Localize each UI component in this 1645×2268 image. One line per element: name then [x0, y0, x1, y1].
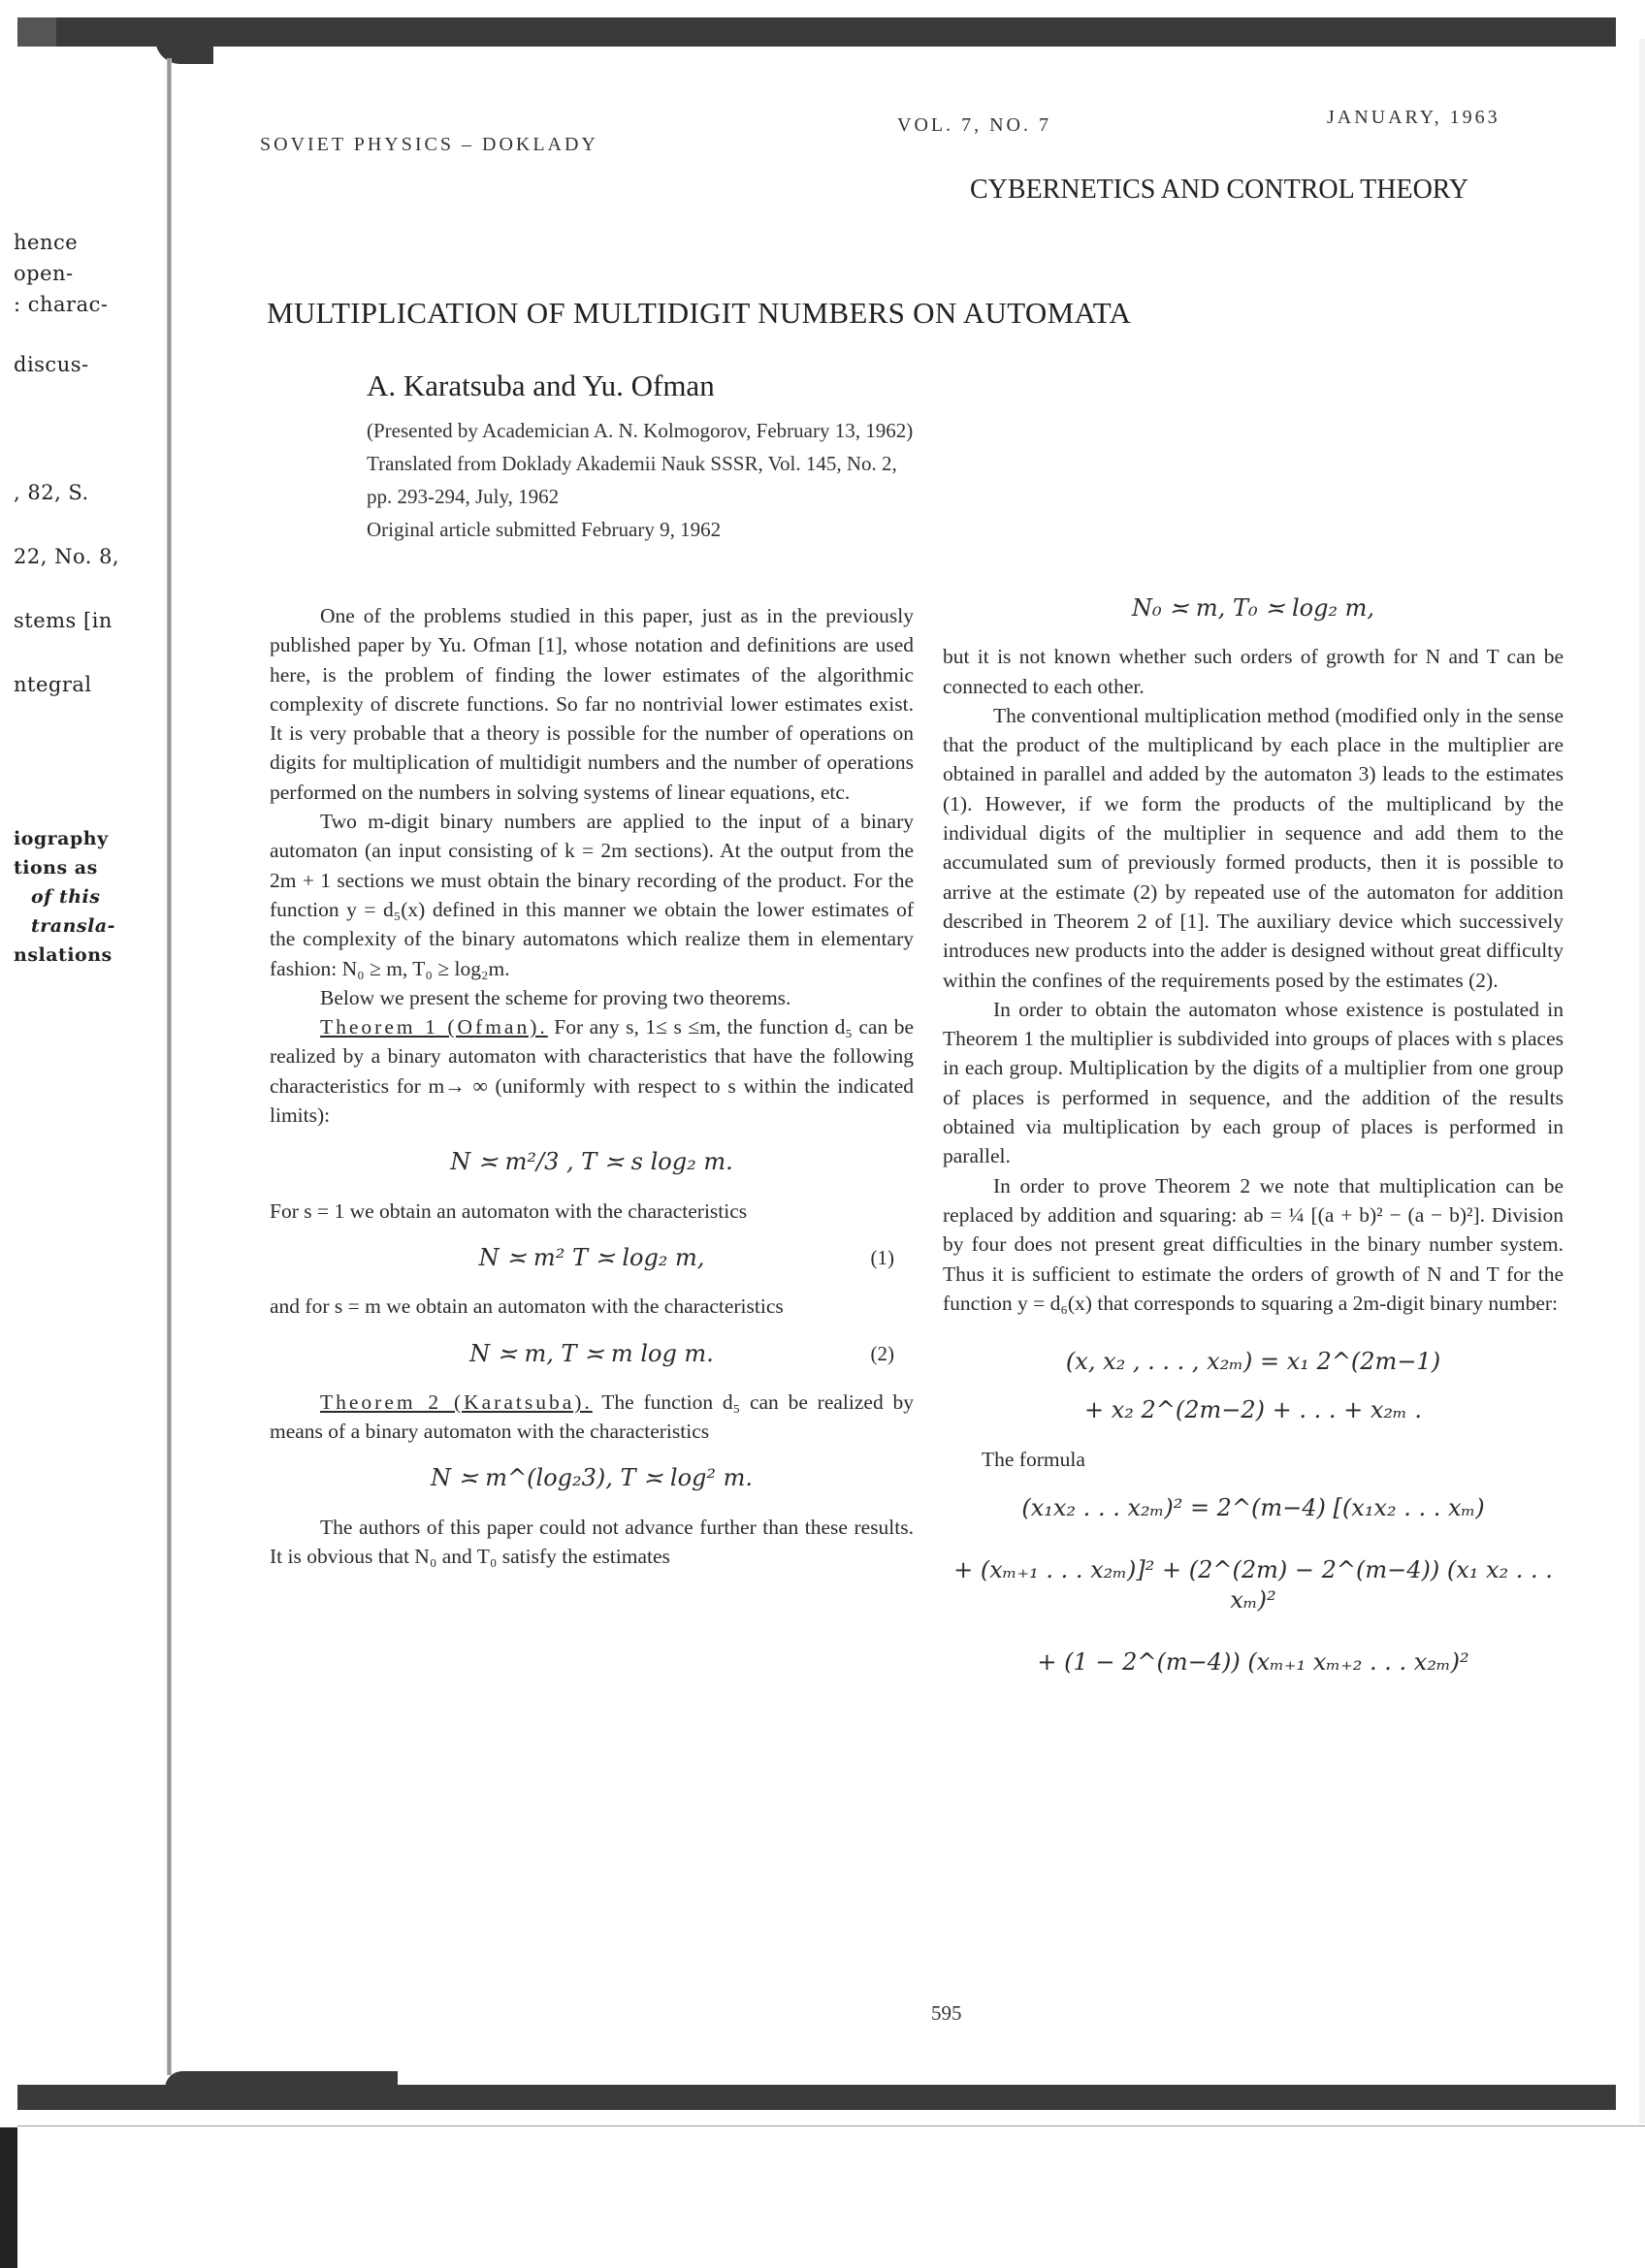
theorem-1-label: Theorem 1 (Ofman). — [320, 1015, 548, 1039]
equation-square-line-2: + (xₘ₊₁ . . . x₂ₘ)]² + (2^(2m) − 2^(m−4)) (x₁ x₂ . . . xₘ)² — [953, 1556, 1553, 1613]
paragraph: and for s = m we obtain an automaton with the characteristics — [270, 1294, 784, 1319]
left-page-fragment: discus- — [14, 353, 89, 376]
translation-source: Translated from Doklady Akademii Nauk SSSR, Vol. 145, No. 2, — [367, 452, 897, 475]
left-page-fragment: of this — [31, 886, 101, 908]
issue-date: JANUARY, 1963 — [1327, 107, 1500, 128]
equation-1-number: (1) — [870, 1245, 894, 1269]
left-page-fragment: open- — [14, 262, 74, 285]
volume-number: VOL. 7, NO. 7 — [897, 114, 1051, 136]
left-page-fragment: stems [in — [14, 609, 113, 632]
article-title: MULTIPLICATION OF MULTIDIGIT NUMBERS ON AUTOMATA — [267, 296, 1132, 330]
equation-2-number: (2) — [870, 1341, 894, 1365]
scan-bottom-border — [17, 2085, 1616, 2110]
left-page-fragment: transla- — [31, 915, 116, 937]
article-authors: A. Karatsuba and Yu. Ofman — [367, 368, 715, 402]
left-page-fragment: tions as — [14, 857, 98, 878]
binding-gutter — [167, 58, 172, 2075]
paragraph: One of the problems studied in this paper, just as in the previously published paper by Yu. Ofman [1], whose notation and definitions are used here, is the problem of finding the lower estimates of the algorithmic complexity of discrete functions. So far no nontrivial lower estimates exist. It is very probable that a theory is possible for the number of operations on digits for multiplication of multidigit numbers and the number of operations performed on the numbers in solving systems of linear equations, etc. — [270, 604, 914, 804]
equation-square-line-3: + (1 − 2^(m−4)) (xₘ₊₁ xₘ₊₂ . . . x₂ₘ)² — [1037, 1647, 1469, 1676]
theorem-1 — [270, 1012, 914, 1130]
left-page-fragment: nslations — [14, 944, 113, 966]
equation-theorem-1: N ≍ m²/3 , T ≍ s log₂ m. — [450, 1148, 733, 1176]
equation-1-body: N ≍ m² T ≍ log₂ m, — [478, 1243, 705, 1271]
paragraph: The conventional multiplication method (modified only in the sense that the product of the multiplicand by each place in the multiplier are obtained in parallel and added by the automaton 3) leads to the estimates (1). However, if we form the products of the multiplicand by the individual digits of the multiplier in sequence and add them to the accumulated sum of previously formed products, then it is possible to arrive at the estimate (2) by repeated use of the automaton for addition described in Theorem 2 of [1]. The auxiliary device which successively introduces new products into the adder is designed without great difficulty within the confines of the requirements posed by the estimates (2). — [943, 703, 1564, 992]
left-page-fragment: , 82, S. — [14, 481, 89, 504]
scan-top-border-corner — [17, 17, 56, 47]
equation-2 — [270, 1339, 914, 1368]
left-page-fragment: hence — [14, 231, 79, 254]
equation-2-body: N ≍ m, T ≍ m log m. — [469, 1339, 714, 1367]
paragraph: For s = 1 we obtain an automaton with the characteristics — [270, 1198, 748, 1223]
left-page-fragment: iography — [14, 828, 109, 849]
theorem-2-text: The function d₅ can be realized by means of a binary automaton with the characteristics — [270, 1390, 915, 1444]
paragraph: Below we present the scheme for proving two theorems. — [320, 985, 791, 1009]
left-page-fragment: : charac- — [14, 293, 109, 316]
equation-1 — [270, 1243, 914, 1272]
scan-bottom-rule — [17, 2125, 1645, 2126]
paragraph: In order to prove Theorem 2 we note that multiplication can be replaced by addition and squaring: ab = ¼ [(a + b)² − (a − b)²]. Division by four does not present great difficulties in the binary number system. Thus it is sufficient to estimate the orders of growth of N and T for the function y = d₆(x) that corresponds to squaring a 2m-digit binary number: — [943, 1173, 1564, 1315]
paragraph: The formula — [982, 1447, 1085, 1471]
left-page-fragment: 22, No. 8, — [14, 545, 120, 568]
left-page-fragment: ntegral — [14, 673, 92, 696]
presented-by: (Presented by Academician A. N. Kolmogorov, February 13, 1962) — [367, 419, 914, 442]
submission-date: Original article submitted February 9, 1962 — [367, 518, 722, 541]
equation-square-line-1: (x₁x₂ . . . x₂ₘ)² = 2^(m−4) [(x₁x₂ . . . xₘ) — [1021, 1494, 1485, 1522]
scan-binding-notch-top — [155, 39, 213, 64]
paragraph: but it is not known whether such orders of growth for N and T can be connected to each other. — [943, 645, 1564, 698]
equation-theorem-2: N ≍ m^(log₂3), T ≍ log² m. — [430, 1464, 754, 1492]
scan-right-edge — [1639, 39, 1645, 2124]
paragraph: In order to obtain the automaton whose existence is postulated in Theorem 1 the multiplier is subdivided into groups of places with s places in each group. Multiplication by the digits of a multiplier from one group of places is performed in sequence, and the addition of the results obtained via multiplication by each group of places is performed in parallel. — [943, 997, 1564, 1168]
previous-page-edge — [17, 47, 163, 2083]
scan-top-border — [17, 17, 1616, 47]
equation-lower-bound: N₀ ≍ m, T₀ ≍ log₂ m, — [1131, 594, 1375, 622]
paragraph: Two m-digit binary numbers are applied to the input of a binary automaton (an input consisting of k = 2m sections). At the output from the 2m + 1 sections we must obtain the binary recording of the product. For the function y = d₅(x) defined in this manner we obtain the lower estimates of the complexity of the binary automatons which realize them in elementary fashion: N₀ ≥ m, T₀ ≥ log₂m. — [270, 810, 914, 980]
journal-name: SOVIET PHYSICS – DOKLADY — [260, 134, 598, 155]
scan-left-shadow — [0, 2127, 17, 2268]
theorem-1-text: For any s, 1≤ s ≤m, the function d₅ can be realized by a binary automaton with characteristics that have the following characteristics for m→ ∞ (uniformly with respect to s within the indicated limits): — [270, 1015, 914, 1128]
original-pages: pp. 293-294, July, 1962 — [367, 485, 560, 508]
theorem-2 — [270, 1388, 914, 1447]
section-heading: CYBERNETICS AND CONTROL THEORY — [970, 175, 1469, 205]
page-number: 595 — [931, 2001, 962, 2025]
theorem-2-label: Theorem 2 (Karatsuba). — [320, 1390, 593, 1414]
equation-binary-expansion-line-2: + x₂ 2^(2m−2) + . . . + x₂ₘ . — [1083, 1396, 1423, 1424]
equation-binary-expansion-line-1: (x, x₂ , . . . , x₂ₘ) = x₁ 2^(2m−1) — [1065, 1348, 1441, 1376]
paragraph: The authors of this paper could not advance further than these results. It is obvious that N₀ and T₀ satisfy the estimates — [270, 1515, 914, 1569]
left-column — [270, 601, 914, 1571]
right-column — [943, 593, 1564, 1696]
